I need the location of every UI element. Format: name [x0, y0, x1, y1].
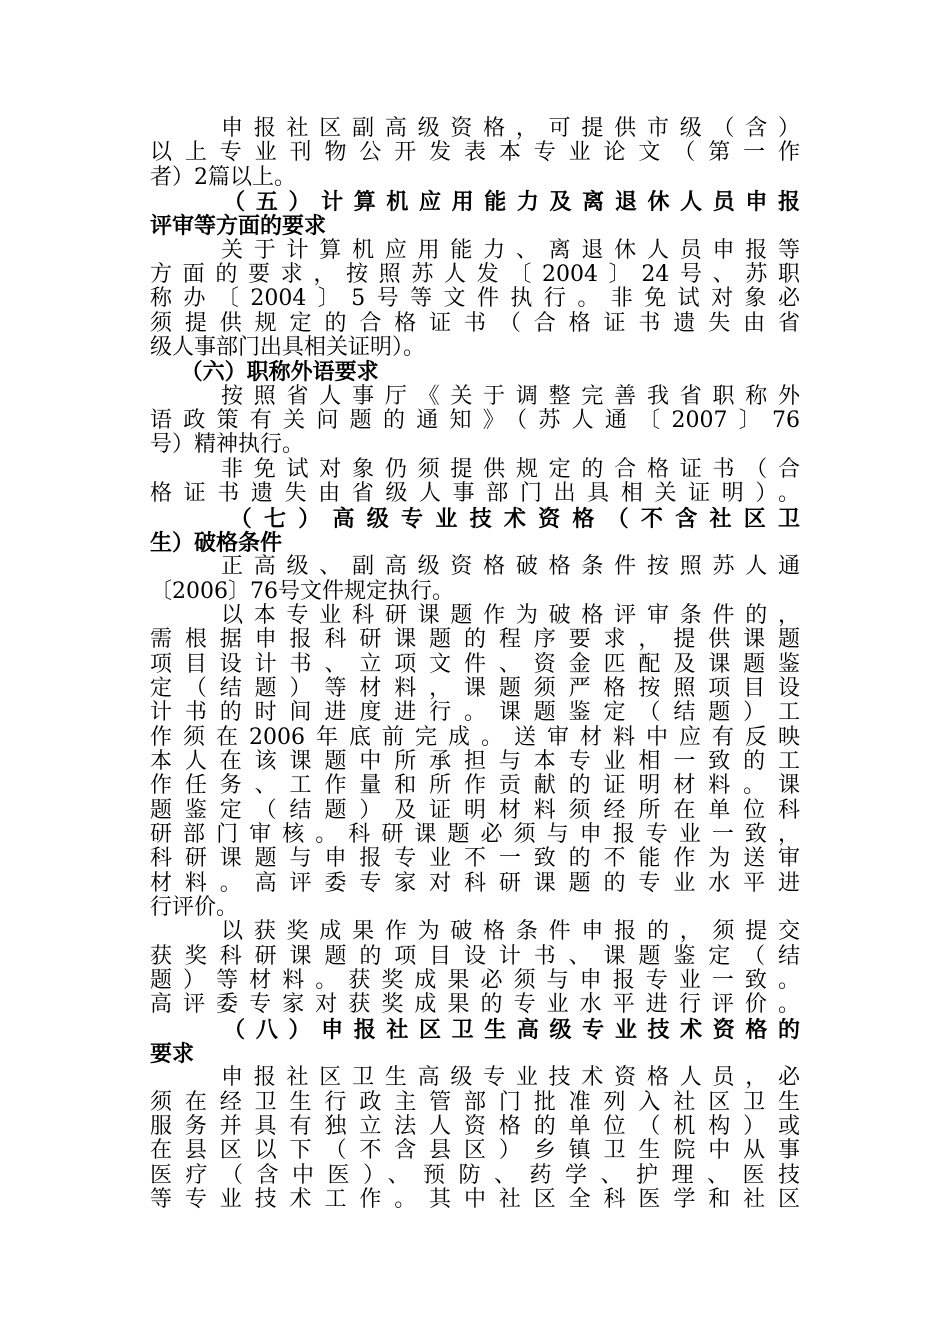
paragraph-line: 等专业技术工作。其中社区全科医学和社区 — [150, 1187, 800, 1213]
section-heading-line: （五）计算机应用能力及离退休人员申报 — [150, 189, 800, 216]
paragraph-line: 格证书遗失由省级人事部门出具相关证明）。 — [150, 481, 800, 507]
paragraph-line: 服务并具有独立法人资格的单位（机构）或 — [150, 1114, 800, 1140]
paragraph-line: 材料。高评委专家对科研课题的专业水平进 — [150, 870, 800, 896]
paragraph-line: 称办〔2004〕5号等文件执行。非免试对象必 — [150, 286, 800, 312]
paragraph-line: 以本专业科研课题作为破格评审条件的， — [150, 602, 800, 628]
paragraph-line: 在县区以下（不含县区）乡镇卫生院中从事 — [150, 1138, 800, 1164]
paragraph-line: 正高级、副高级资格破格条件按照苏人通 — [150, 554, 800, 580]
paragraph-line: 号）精神执行。 — [150, 432, 305, 458]
paragraph-line: 〔2006〕76号文件规定执行。 — [150, 578, 454, 604]
paragraph-line: 作任务、工作量和所作贡献的证明材料。课 — [150, 773, 800, 799]
paragraph-line: 以上专业刊物公开发表本专业论文（第一作 — [150, 140, 800, 166]
paragraph-line: 行评价。 — [150, 895, 239, 920]
paragraph-line: 医疗（含中医）、预防、药学、护理、医技 — [150, 1162, 800, 1188]
paragraph-line: 级人事部门出具相关证明）。 — [150, 335, 426, 361]
paragraph-line: 以获奖成果作为破格条件申报的，须提交 — [150, 919, 800, 945]
paragraph-line: 方面的要求，按照苏人发〔2004〕24号、苏职 — [150, 262, 800, 288]
paragraph-line: 获奖科研课题的项目设计书、课题鉴定（结 — [150, 943, 800, 969]
paragraph-line: 需根据申报科研课题的程序要求，提供课题 — [150, 627, 800, 653]
paragraph-line: 须在经卫生行政主管部门批准列入社区卫生 — [150, 1089, 800, 1115]
paragraph-line: 题鉴定（结题）及证明材料须经所在单位科 — [150, 797, 800, 823]
paragraph-line: 高评委专家对获奖成果的专业水平进行评价。 — [150, 992, 800, 1018]
paragraph-line: 作须在2006年底前完成。送审材料中应有反映 — [150, 724, 800, 750]
section-heading-line: （七）高级专业技术资格（不含社区卫 — [150, 505, 800, 532]
paragraph-line: 须提供规定的合格证书（合格证书遗失由省 — [150, 310, 800, 336]
paragraph-line: 计书的时间进度进行。课题鉴定（结题）工 — [150, 700, 800, 726]
paragraph-line: 申报社区副高级资格，可提供市级（含） — [150, 116, 800, 141]
paragraph-line: 研部门审核。科研课题必须与申报专业一致， — [150, 821, 800, 847]
section-heading-line: （八）申报社区卫生高级专业技术资格的 — [150, 1016, 800, 1043]
document-body — [150, 117, 800, 1212]
section-heading-line: 评审等方面的要求 — [150, 213, 327, 240]
paragraph-line: 关于计算机应用能力、离退休人员申报等 — [150, 237, 800, 263]
section-heading-line: （六）职称外语要求 — [150, 359, 379, 386]
paragraph-line: 本人在该课题中所承担与本专业相一致的工 — [150, 748, 800, 774]
paragraph-line: 非免试对象仍须提供规定的合格证书（合 — [150, 456, 800, 482]
paragraph-line: 按照省人事厅《关于调整完善我省职称外 — [150, 383, 800, 409]
section-heading-line: 生）破格条件 — [150, 529, 283, 556]
paragraph-line: 语政策有关问题的通知》（苏人通〔2007〕76 — [150, 408, 800, 434]
paragraph-line: 项目设计书、立项文件、资金匹配及课题鉴 — [150, 651, 800, 677]
paragraph-line: 申报社区卫生高级专业技术资格人员，必 — [150, 1065, 800, 1091]
paragraph-line: 定（结题）等材料，课题须严格按照项目设 — [150, 675, 800, 701]
paragraph-line: 者）2篇以上。 — [150, 164, 296, 190]
paragraph-line: 题）等材料。获奖成果必须与申报专业一致。 — [150, 968, 800, 994]
section-heading-line: 要求 — [150, 1041, 195, 1068]
paragraph-line: 科研课题与申报专业不一致的不能作为送审 — [150, 846, 800, 872]
